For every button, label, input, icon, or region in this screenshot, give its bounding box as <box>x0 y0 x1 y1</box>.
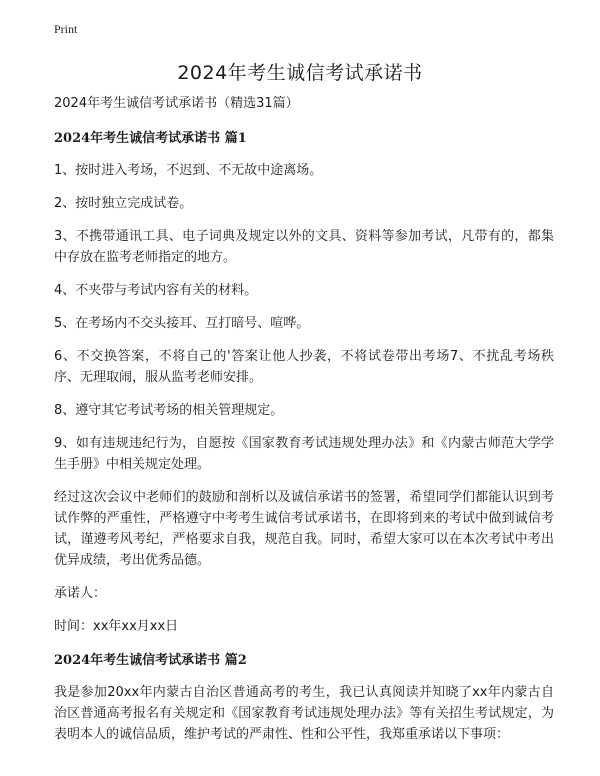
paragraph: 8、遵守其它考试考场的相关管理规定。 <box>54 403 284 418</box>
paragraph: 2、按时独立完成试卷。 <box>54 196 193 211</box>
paragraph: 3、不携带通讯工具、电子词典及规定以外的文具、资料等参加考试，凡带有的，都集中存放在监考老师指定的地方。 <box>54 229 554 265</box>
paragraph: 9、如有违规违纪行为，自愿按《国家教育考试违规处理办法》和《内蒙古师范大学学生手册》中相关规定处理。 <box>54 436 554 472</box>
document-body <box>54 92 554 757</box>
paragraph: 4、不夹带与考试内容有关的材料。 <box>54 283 258 298</box>
section-1 <box>54 127 554 637</box>
section-heading: 2024年考生诚信考试承诺书 篇1 <box>54 131 247 146</box>
paragraph: 经过这次会议中老师们的鼓励和剖析以及诚信承诺书的签署，希望同学们都能认识到考试作弊的严重性，严格遵守中考考生诚信考试承诺书，在即将到来的考试中做到诚信考试，谨遵考风考纪，严格要求自我，规范自我。同时，希望大家可以在本次考试中考出优异成绩，考出优秀品德。 <box>54 490 554 568</box>
paragraph: 6、不交换答案，不将自己的'答案让他人抄袭，不将试卷带出考场7、不扰乱考场秩序、无理取闹，服从监考老师安排。 <box>54 349 554 385</box>
paragraph: 我是参加20xx年内蒙古自治区普通高考的考生，我已认真阅读并知晓了xx年内蒙古自治区普通高考报名有关规定和《国家教育考试违规处理办法》等有关招生考试规定，为表明本人的诚信品质，维护考试的严肃性、性和公平性，我郑重承诺以下事项： <box>54 685 554 742</box>
document-title: 2024年考生诚信考试承诺书 <box>177 62 423 84</box>
paragraph: 1、按时进入考场，不迟到、不无故中途离场。 <box>54 163 323 178</box>
date-line: 时间：xx年xx月xx日 <box>54 619 179 634</box>
section-heading: 2024年考生诚信考试承诺书 篇2 <box>54 653 247 668</box>
paragraph: 5、在考场内不交头接耳、互打暗号、喧哗。 <box>54 316 310 331</box>
document-subtitle: 2024年考生诚信考试承诺书（精选31篇） <box>54 96 299 111</box>
section-2 <box>54 649 554 745</box>
signatory-line: 承诺人： <box>54 586 107 601</box>
print-link[interactable]: Print <box>54 22 78 36</box>
